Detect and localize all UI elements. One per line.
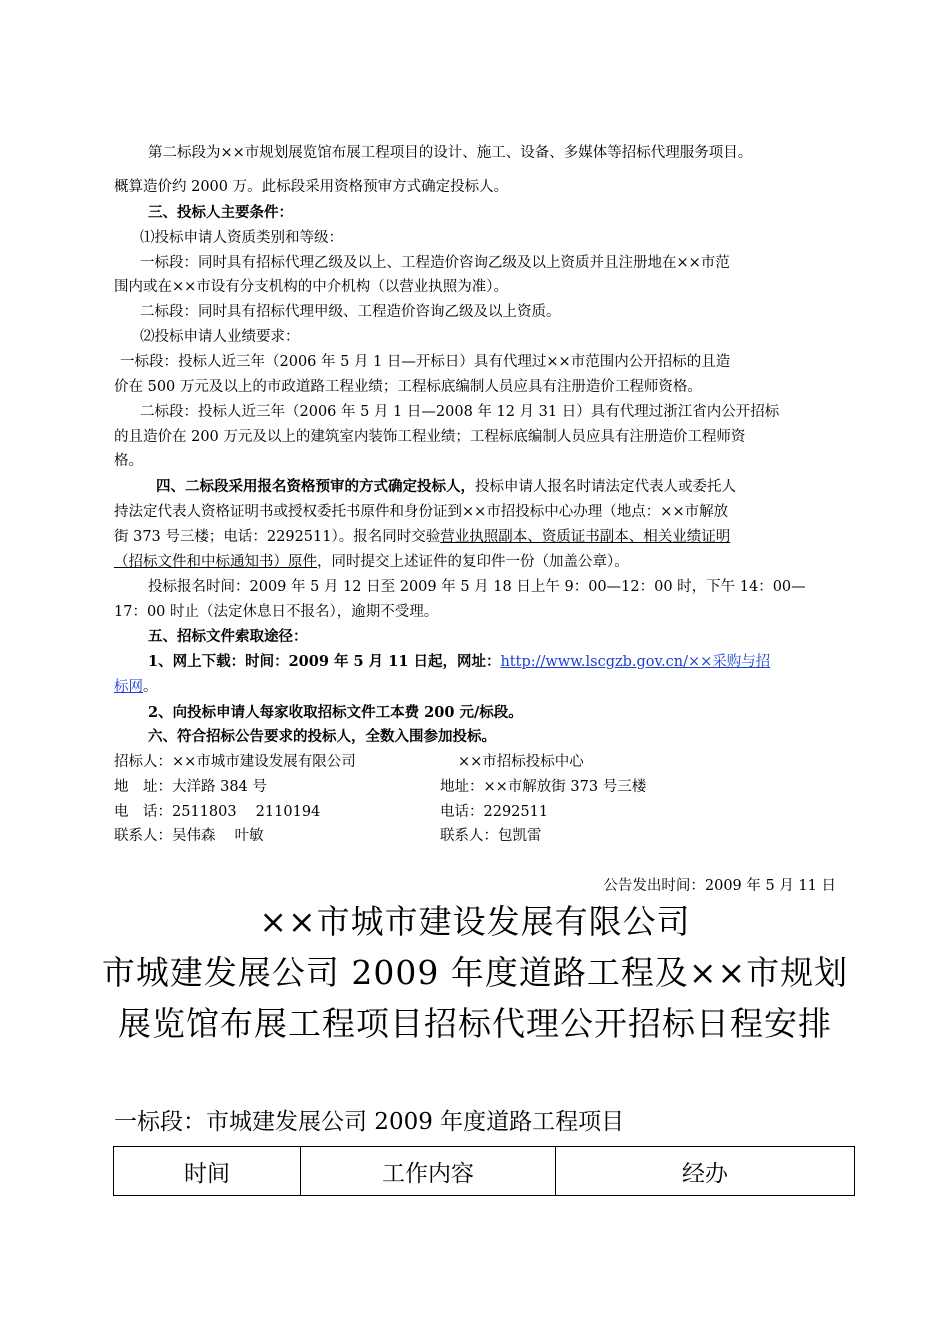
paragraph-line: 围内或在××市设有分支机构的中介机构（以营业执照为准）。 — [114, 279, 509, 295]
paragraph-line: 二标段：投标人近三年（2006 年 5 月 1 日—2008 年 12 月 31 日）具有代理过浙江省内公开招标 — [140, 404, 780, 420]
document-title-line1: ××市城市建设发展有限公司 — [259, 902, 691, 941]
paragraph-line: 格。 — [114, 453, 143, 469]
paragraph-line: 的且造价在 200 万元及以上的建筑室内装饰工程业绩；工程标底编制人员应具有注册造价工程师资 — [114, 429, 746, 445]
paragraph-line: 持法定代表人资格证明书或授权委托书原件和身份证到××市招投标中心办理（地点：××市解放 — [114, 504, 729, 520]
underlined-text: 营业执照副本、资质证书副本、相关业绩证明 — [440, 529, 731, 545]
agency-address: 地址：××市解放街 373 号三楼 — [440, 779, 647, 795]
paragraph-line — [114, 677, 838, 697]
section-heading: 五、招标文件索取途径： — [148, 628, 308, 645]
header-time: 时间 — [114, 1147, 301, 1196]
paragraph-line: 价在 500 万元及以上的市政道路工程业绩；工程标底编制人员应具有注册造价工程师资格。 — [114, 379, 702, 395]
download-label: 1、网上下载：时间：2009 年 5 月 11 日起，网址： — [148, 653, 501, 670]
tenderer-contact: 联系人：吴伟森 叶敏 — [114, 828, 264, 844]
header-work-content: 工作内容 — [301, 1147, 556, 1196]
table-header-row — [114, 1147, 855, 1196]
website-link[interactable]: http://www.lscgzb.gov.cn/××采购与招 — [500, 654, 771, 670]
contact-row — [0, 826, 950, 846]
paragraph-text: 投标申请人报名时请法定代表人或委托人 — [475, 479, 736, 495]
section-title: 一标段：市城建发展公司 2009 年度道路工程项目 — [114, 1109, 625, 1135]
paragraph-text: 街 373 号三楼；电话：2292511）。报名同时交验 — [114, 529, 441, 545]
agency-phone: 电话：2292511 — [440, 804, 549, 820]
section-heading: 六、符合招标公告要求的投标人，全数入围参加投标。 — [148, 728, 496, 745]
section-heading: 四、二标段采用报名资格预审的方式确定投标人， — [156, 478, 475, 495]
schedule-table — [113, 1146, 855, 1196]
website-link-continued[interactable]: 标网 — [114, 679, 143, 695]
contact-row — [0, 777, 950, 797]
tenderer-address: 地 址：大洋路 384 号 — [114, 779, 267, 795]
paragraph-line: 一标段：同时具有招标代理乙级及以上、工程造价咨询乙级及以上资质并且注册地在××市范 — [140, 255, 730, 271]
paragraph-line: 一标段：投标人近三年（2006 年 5 月 1 日—开标日）具有代理过××市范围内公开招标的且造 — [120, 354, 731, 370]
paragraph-line: ⑴投标申请人资质类别和等级： — [140, 230, 343, 246]
paragraph-text: 。 — [143, 679, 158, 695]
underlined-text: （招标文件和中标通知书）原件 — [114, 554, 317, 570]
agency-name: ××市招标投标中心 — [458, 754, 584, 770]
contact-row — [0, 802, 950, 822]
tenderer-name: 招标人：××市城市建设发展有限公司 — [114, 754, 356, 770]
document-title-line3: 展览馆布展工程项目招标代理公开招标日程安排 — [118, 1004, 832, 1043]
header-handler: 经办 — [556, 1147, 855, 1196]
paragraph-line: 投标报名时间：2009 年 5 月 12 日至 2009 年 5 月 18 日上午 9：00—12：00 时，下午 14：00— — [148, 579, 806, 595]
paragraph-line: 概算造价约 2000 万。此标段采用资格预审方式确定投标人。 — [114, 179, 509, 195]
paragraph-line — [114, 527, 838, 547]
paragraph-line: 17：00 时止（法定休息日不报名），逾期不受理。 — [114, 604, 439, 620]
paragraph-line: 第二标段为××市规划展览馆布展工程项目的设计、施工、设备、多媒体等招标代理服务项目。 — [148, 145, 753, 161]
contact-row — [0, 752, 950, 772]
paragraph-line — [148, 652, 838, 672]
agency-contact: 联系人：包凯雷 — [440, 828, 542, 844]
tenderer-phone: 电 话：2511803 2110194 — [114, 804, 321, 820]
document-title-line2: 市城建发展公司 2009 年度道路工程及××市规划 — [101, 953, 849, 992]
notice-date: 公告发出时间：2009 年 5 月 11 日 — [603, 878, 836, 894]
paragraph-line: 2、向投标申请人每家收取招标文件工本费 200 元/标段。 — [148, 704, 523, 721]
section-heading: 三、投标人主要条件： — [148, 204, 293, 221]
paragraph-line: 二标段：同时具有招标代理甲级、工程造价咨询乙级及以上资质。 — [140, 304, 561, 320]
paragraph-line — [114, 552, 838, 572]
paragraph-line: ⑵投标申请人业绩要求： — [140, 329, 300, 345]
paragraph-text: ，同时提交上述证件的复印件一份（加盖公章）。 — [317, 554, 629, 570]
paragraph-line — [156, 477, 838, 497]
